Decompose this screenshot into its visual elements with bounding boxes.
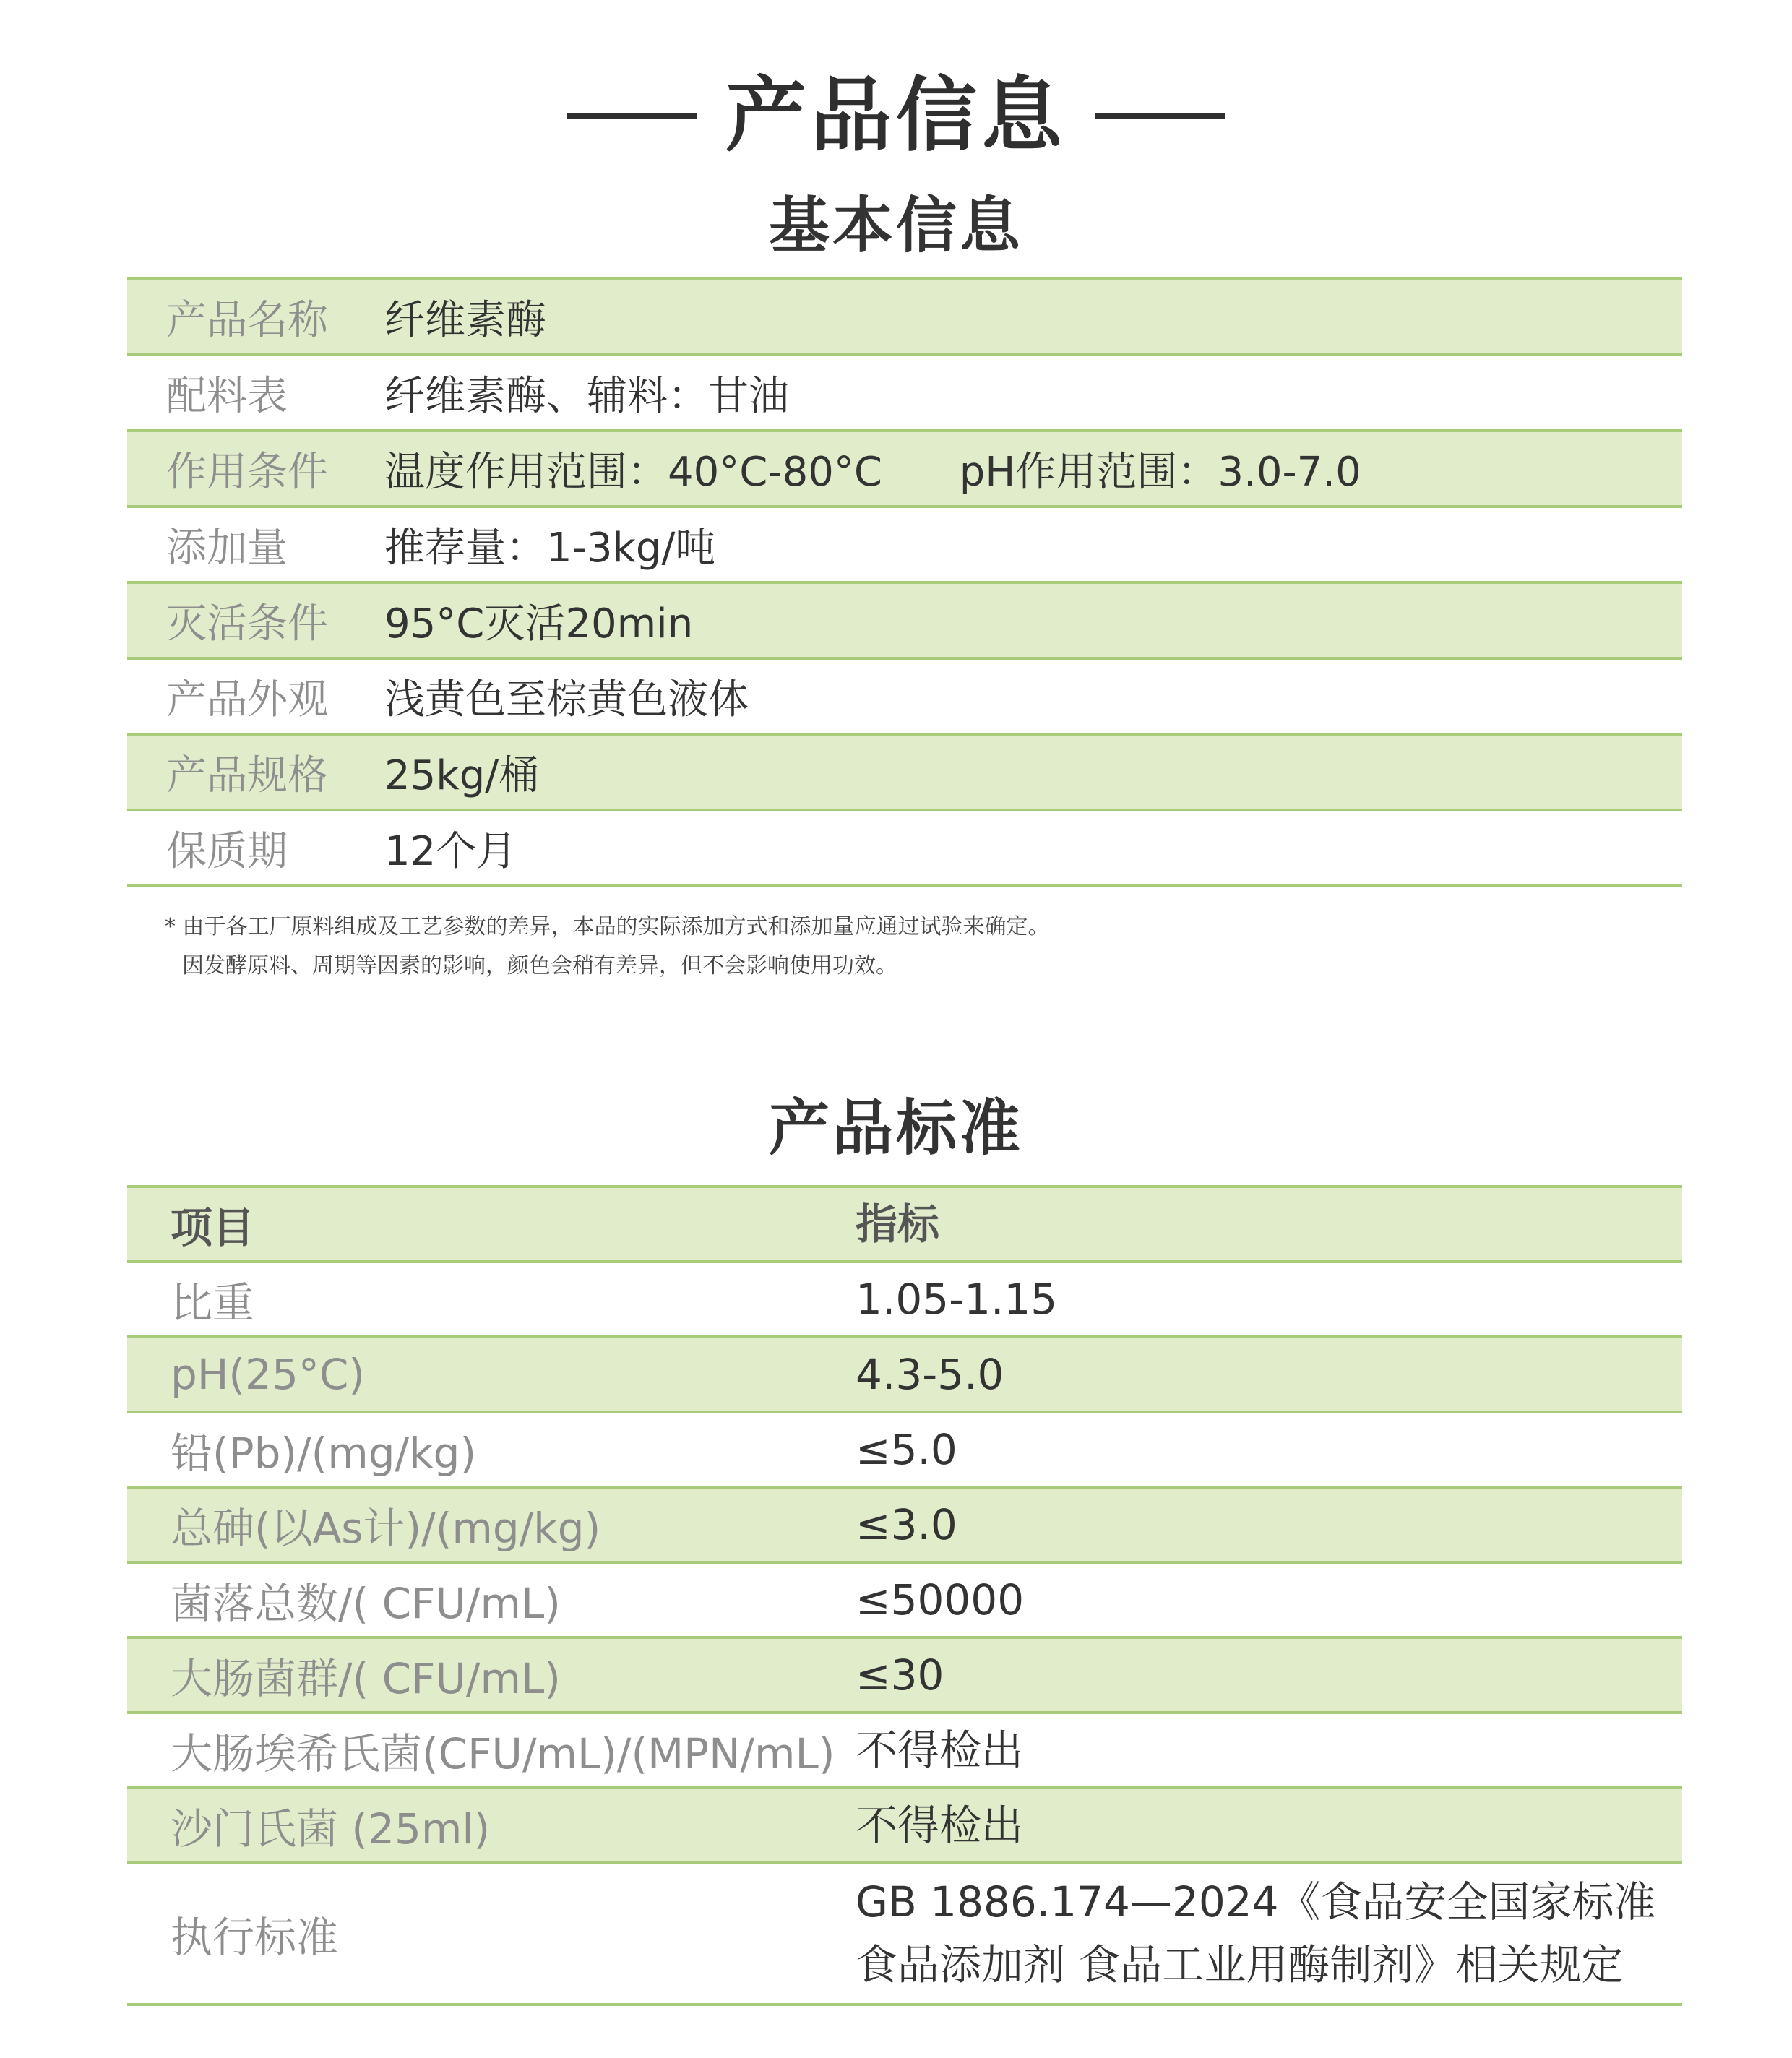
row-item: 沙门氏菌 (25ml) [171, 1804, 491, 1854]
table-header-row [127, 1188, 1682, 1263]
row-label: 添加量 [166, 524, 288, 572]
row-spec [856, 1871, 1656, 1997]
row-value: 25kg/桶 [384, 752, 540, 799]
row-spec: 不得检出 [856, 1800, 1024, 1850]
row-label: 产品规格 [166, 752, 328, 799]
table-row [127, 1714, 1682, 1789]
exec-standard-line: 食品添加剂 食品工业用酶制剂》相关规定 [856, 1940, 1624, 1989]
footnote [165, 908, 1050, 986]
table-row [127, 811, 1682, 887]
row-spec: ≤5.0 [856, 1424, 957, 1474]
row-value: 12个月 [384, 827, 517, 875]
row-spec: ≤50000 [856, 1575, 1025, 1624]
basic-info-title: 基本信息 [768, 190, 1023, 261]
basic-info-table [127, 277, 1682, 887]
row-label: 产品名称 [166, 296, 328, 344]
table-row [127, 280, 1682, 356]
row-item: 执行标准 [171, 1913, 339, 1962]
table-row [127, 508, 1682, 584]
table-row [127, 660, 1682, 736]
table-row-exec-standard [127, 1864, 1682, 2006]
row-label: 作用条件 [166, 448, 328, 496]
row-spec: 1.05-1.15 [856, 1274, 1058, 1324]
table-row [127, 1489, 1682, 1564]
row-label: 灭活条件 [166, 600, 328, 647]
row-value: 浅黄色至棕黄色液体 [384, 676, 749, 723]
standard-title: 产品标准 [768, 1093, 1023, 1163]
footnote-line: 因发酵原料、周期等因素的影响，颜色会稍有差异，但不会影响使用功效。 [182, 953, 897, 978]
row-value: 温度作用范围：40°C-80°C pH作用范围：3.0-7.0 [384, 448, 1361, 496]
table-row [127, 1263, 1682, 1338]
row-item: 比重 [171, 1278, 255, 1327]
header-item: 项目 [171, 1203, 255, 1252]
row-item: 菌落总数/( CFU/mL) [171, 1579, 561, 1628]
standard-table [127, 1185, 1682, 2006]
table-row [127, 584, 1682, 660]
table-row [127, 432, 1682, 508]
row-spec: ≤3.0 [856, 1499, 957, 1549]
row-item: 大肠菌群/( CFU/mL) [171, 1654, 561, 1703]
exec-standard-line: GB 1886.174—2024《食品安全国家标准 [856, 1877, 1656, 1926]
table-row [127, 356, 1682, 432]
table-row [127, 1413, 1682, 1489]
header-left-dash [567, 113, 697, 119]
row-spec: 不得检出 [856, 1725, 1024, 1775]
table-row [127, 1564, 1682, 1639]
header-spec: 指标 [856, 1199, 940, 1249]
row-label: 产品外观 [166, 676, 328, 723]
row-item: 铅(Pb)/(mg/kg) [171, 1429, 477, 1478]
header-right-dash [1095, 113, 1225, 119]
table-row [127, 1789, 1682, 1864]
table-row [127, 1338, 1682, 1413]
table-row [127, 736, 1682, 811]
row-value: 纤维素酶 [384, 296, 546, 344]
row-value: 纤维素酶、辅料：甘油 [384, 372, 789, 420]
row-item: 总砷(以As计)/(mg/kg) [171, 1504, 601, 1553]
row-label: 配料表 [166, 372, 288, 420]
footnote-line: * 由于各工厂原料组成及工艺参数的差异，本品的实际添加方式和添加量应通过试验来确定。 [165, 914, 1050, 939]
row-item: 大肠埃希氏菌(CFU/mL)/(MPN/mL) [171, 1729, 835, 1778]
table-row [127, 1639, 1682, 1714]
row-spec: ≤30 [856, 1650, 944, 1700]
page-header [0, 65, 1792, 166]
row-value: 推荐量：1-3kg/吨 [384, 524, 716, 572]
row-value: 95°C灭活20min [384, 600, 694, 647]
page-title: 产品信息 [725, 69, 1067, 163]
row-spec: 4.3-5.0 [856, 1349, 1004, 1399]
row-label: 保质期 [166, 827, 288, 875]
row-item: pH(25°C) [171, 1350, 365, 1399]
